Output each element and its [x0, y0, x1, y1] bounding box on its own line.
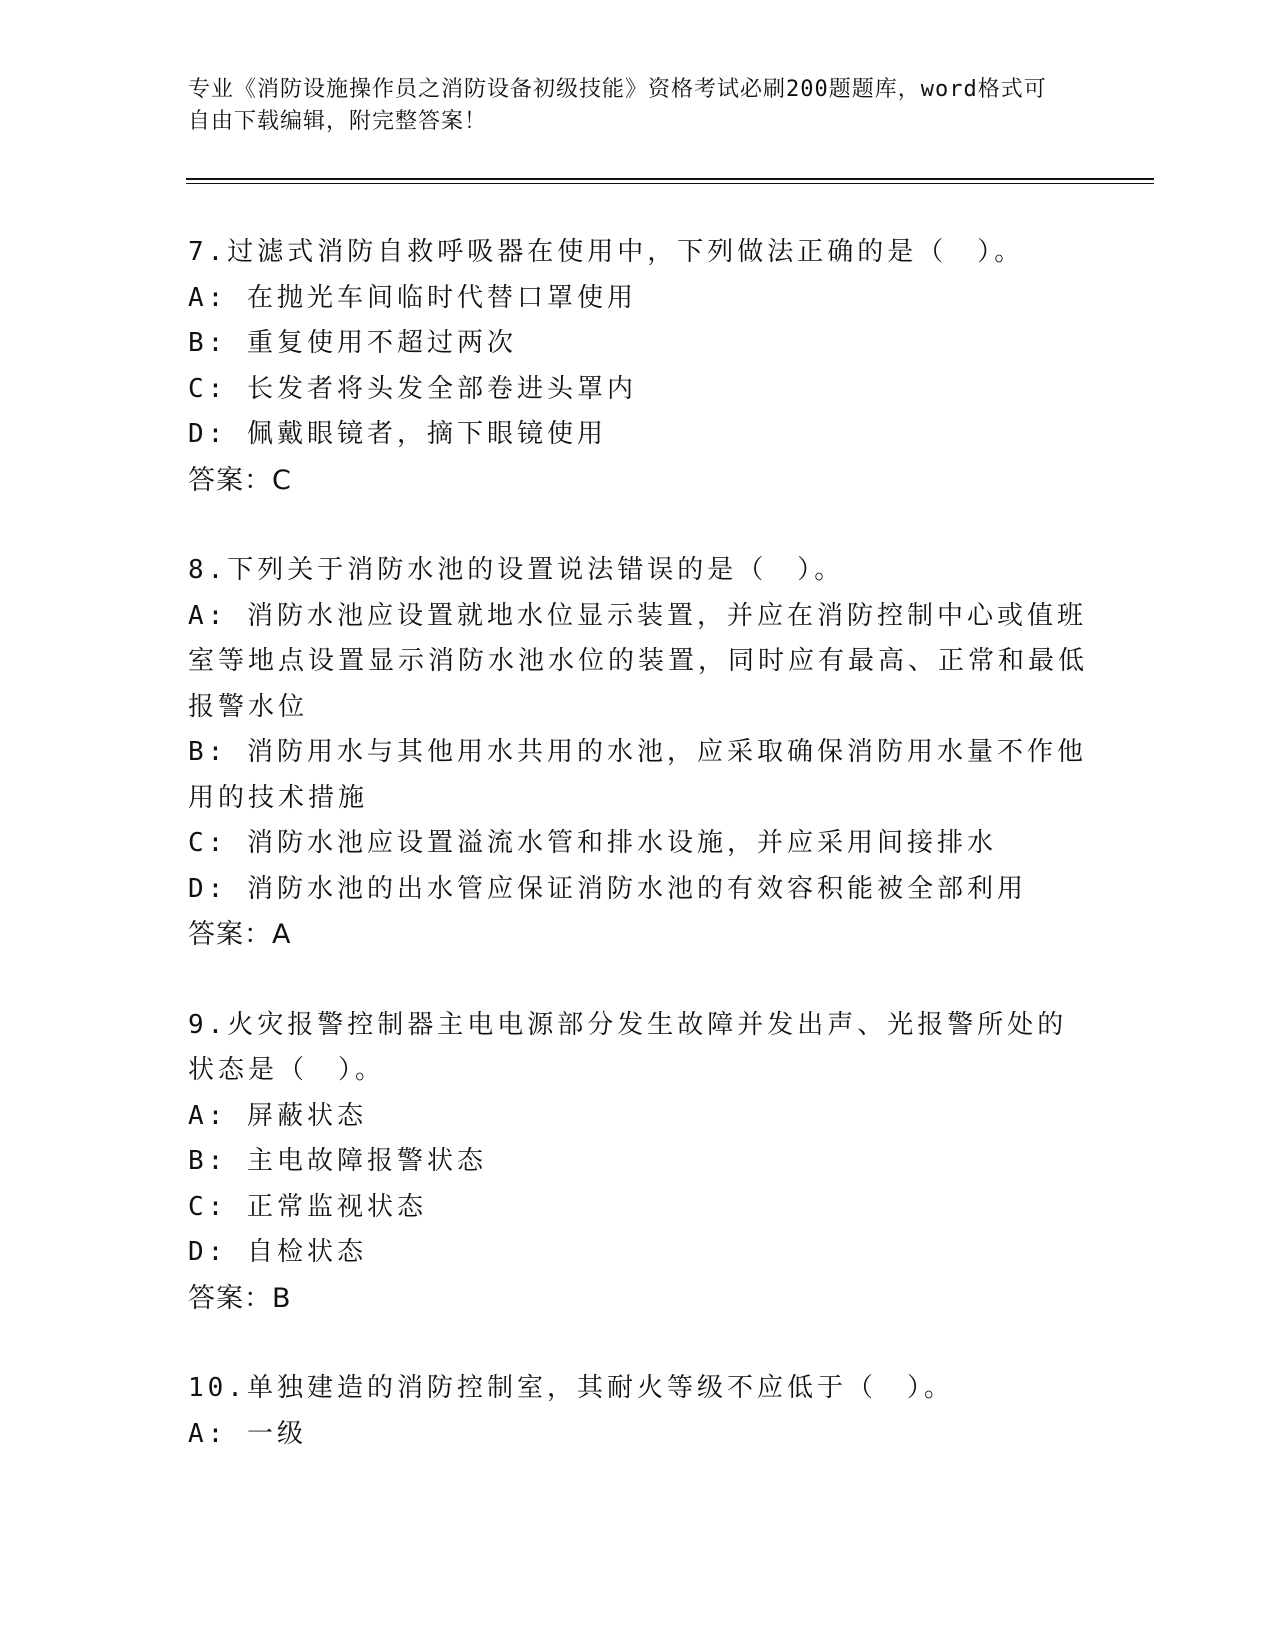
- question-stem: 9.火灾报警控制器主电电源部分发生故障并发出声、光报警所处的状态是（ ）。: [188, 1009, 1068, 1085]
- option-d: D: 佩戴眼镜者，摘下眼镜使用: [188, 419, 607, 449]
- question-stem: 8.下列关于消防水池的设置说法错误的是（ ）。: [188, 555, 845, 585]
- question-10: [188, 1366, 1088, 1457]
- option-c: C: 长发者将头发全部卷进头罩内: [188, 373, 637, 404]
- document-intro: 专业《消防设施操作员之消防设备初级技能》资格考试必刷200题题库，word格式可自由下载编辑，附完整答案！: [188, 77, 1047, 134]
- option-a: A: 一级: [188, 1418, 307, 1449]
- option-a: A: 屏蔽状态: [188, 1100, 367, 1131]
- question-list: [188, 230, 1088, 1502]
- option-b: B: 主电故障报警状态: [188, 1146, 487, 1176]
- header-rule-thick: [186, 178, 1154, 180]
- question-9: [188, 1003, 1088, 1322]
- option-a: A: 消防水池应设置就地水位显示装置，并应在消防控制中心或值班室等地点设置显示消防水池水位的装置，同时应有最高、正常和最低报警水位: [188, 600, 1089, 722]
- option-c: C: 正常监视状态: [188, 1191, 427, 1222]
- option-b: B: 消防用水与其他用水共用的水池，应采取确保消防用水量不作他用的技术措施: [188, 737, 1087, 813]
- question-7: [188, 230, 1088, 503]
- question-stem: 7.过滤式消防自救呼吸器在使用中，下列做法正确的是（ ）。: [188, 237, 1025, 267]
- option-b: B: 重复使用不超过两次: [188, 328, 517, 358]
- option-c: C: 消防水池应设置溢流水管和排水设施，并应采用间接排水: [188, 828, 997, 858]
- header-rule-thin: [186, 183, 1154, 184]
- option-d: D: 消防水池的出水管应保证消防水池的有效容积能被全部利用: [188, 873, 1027, 904]
- option-a: A: 在抛光车间临时代替口罩使用: [188, 282, 637, 313]
- option-d: D: 自检状态: [188, 1237, 367, 1267]
- answer: 答案：C: [188, 464, 292, 496]
- question-8: [188, 548, 1088, 958]
- question-stem: 10.单独建造的消防控制室，其耐火等级不应低于（ ）。: [188, 1373, 954, 1403]
- answer: 答案：B: [188, 1282, 292, 1314]
- answer: 答案：A: [188, 919, 292, 950]
